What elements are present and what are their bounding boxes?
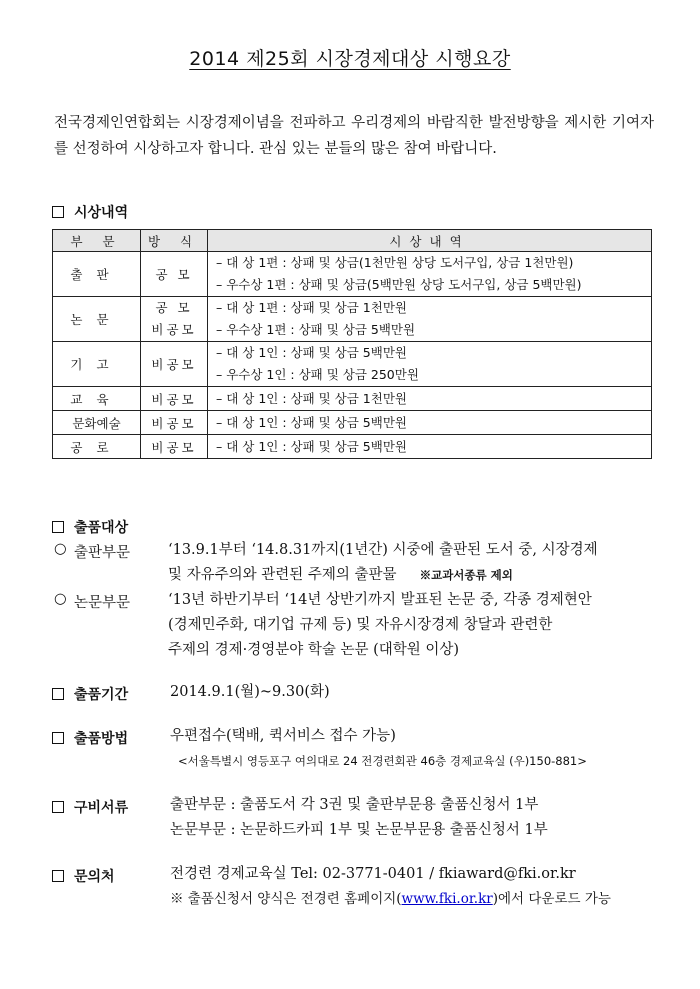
- awards-table: [52, 229, 652, 459]
- contact-heading: 문의처: [52, 866, 115, 886]
- checkbox-square-icon: [52, 732, 64, 744]
- category-cell: 교육: [53, 387, 141, 411]
- documents-list: 출판부문 : 출품도서 각 3권 및 출판부문용 출품신청서 1부 논문부문 : 논문하드카피 1부 및 논문부문용 출품신청서 1부: [170, 797, 548, 838]
- category-cell: 출판: [53, 252, 141, 297]
- paper-criteria: ‘13년 하반기부터 ‘14년 상반기까지 발표된 논문 중, 각종 경제현안 (경제민주화, 대기업 규제 등) 및 자유시장경제 창달과 관련한 주제의 경제·경영분야 학술 논문 (대학원 이상): [168, 592, 592, 658]
- checkbox-square-icon: [52, 688, 64, 700]
- category-cell: 문화예술: [53, 411, 141, 435]
- period-value: 2014.9.1(월)~9.30(화): [170, 684, 330, 700]
- awards-heading: 시상내역: [52, 202, 128, 222]
- checkbox-square-icon: [52, 801, 64, 813]
- table-row: [53, 411, 652, 435]
- method-cell: 비공모: [141, 342, 208, 387]
- method-value: 우편접수(택배, 퀵서비스 접수 가능): [170, 728, 396, 744]
- details-cell: – 대 상 1편 : 상패 및 상금 1천만원 – 우수상 1편 : 상패 및 상금 5백만원: [208, 297, 652, 342]
- method-cell: 공 모: [141, 252, 208, 297]
- exclusion-note: ※교과서종류 제외: [419, 568, 513, 582]
- column-header: 시상내역: [208, 230, 652, 252]
- column-header: 부 문: [53, 230, 141, 252]
- table-row: [53, 435, 652, 459]
- table-row: [53, 252, 652, 297]
- method-cell: 공 모 비공모: [141, 297, 208, 342]
- category-cell: 기고: [53, 342, 141, 387]
- publish-criteria: ‘13.9.1부터 ‘14.8.31까지(1년간) 시중에 출판된 도서 중, 시장경제 및 자유주의와 관련된 주제의 출판물 ※교과서종류 제외: [168, 542, 598, 583]
- details-cell: – 대 상 1인 : 상패 및 상금 5백만원: [208, 411, 652, 435]
- table-row: [53, 387, 652, 411]
- homepage-link[interactable]: www.fki.or.kr: [401, 891, 493, 907]
- publish-label: ○ 출판부문: [54, 541, 131, 561]
- period-heading: 출품기간: [52, 684, 128, 704]
- intro-paragraph: 전국경제인연합회는 시장경제이념을 전파하고 우리경제의 바람직한 발전방향을 제시한 기여자를 선정하여 시상하고자 합니다. 관심 있는 분들의 많은 참여 바랍니다.: [54, 115, 654, 157]
- download-note: ※ 출품신청서 양식은 전경련 홈페이지(www.fki.or.kr)에서 다운로드 가능: [170, 891, 611, 907]
- checkbox-square-icon: [52, 206, 64, 218]
- address-text: <서울특별시 영등포구 여의대로 24 전경련회관 46층 경제교육실 (우)150-881>: [178, 754, 587, 768]
- method-cell: 비공모: [141, 387, 208, 411]
- circle-bullet-icon: ○: [54, 541, 67, 557]
- method-heading: 출품방법: [52, 728, 128, 748]
- documents-heading: 구비서류: [52, 797, 128, 817]
- table-header-row: [53, 230, 652, 252]
- details-cell: – 대 상 1편 : 상패 및 상금(1천만원 상당 도서구입, 상금 1천만원) – 우수상 1편 : 상패 및 상금(5백만원 상당 도서구입, 상금 5백만원): [208, 252, 652, 297]
- details-cell: – 대 상 1인 : 상패 및 상금 1천만원: [208, 387, 652, 411]
- column-header: 방 식: [141, 230, 208, 252]
- contact-value: 전경련 경제교육실 Tel: 02-3771-0401 / fkiaward@fki.or.kr: [170, 866, 576, 882]
- category-cell: 논문: [53, 297, 141, 342]
- method-cell: 비공모: [141, 411, 208, 435]
- page-title: 2014 제25회 시장경제대상 시행요강: [189, 48, 511, 70]
- details-cell: – 대 상 1인 : 상패 및 상금 5백만원: [208, 435, 652, 459]
- table-row: [53, 342, 652, 387]
- method-cell: 비공모: [141, 435, 208, 459]
- paper-label: ○ 논문부문: [54, 591, 131, 611]
- eligibility-heading: 출품대상: [52, 517, 128, 537]
- circle-bullet-icon: ○: [54, 591, 67, 607]
- checkbox-square-icon: [52, 521, 64, 533]
- details-cell: – 대 상 1인 : 상패 및 상금 5백만원 – 우수상 1인 : 상패 및 상금 250만원: [208, 342, 652, 387]
- table-row: [53, 297, 652, 342]
- category-cell: 공로: [53, 435, 141, 459]
- checkbox-square-icon: [52, 870, 64, 882]
